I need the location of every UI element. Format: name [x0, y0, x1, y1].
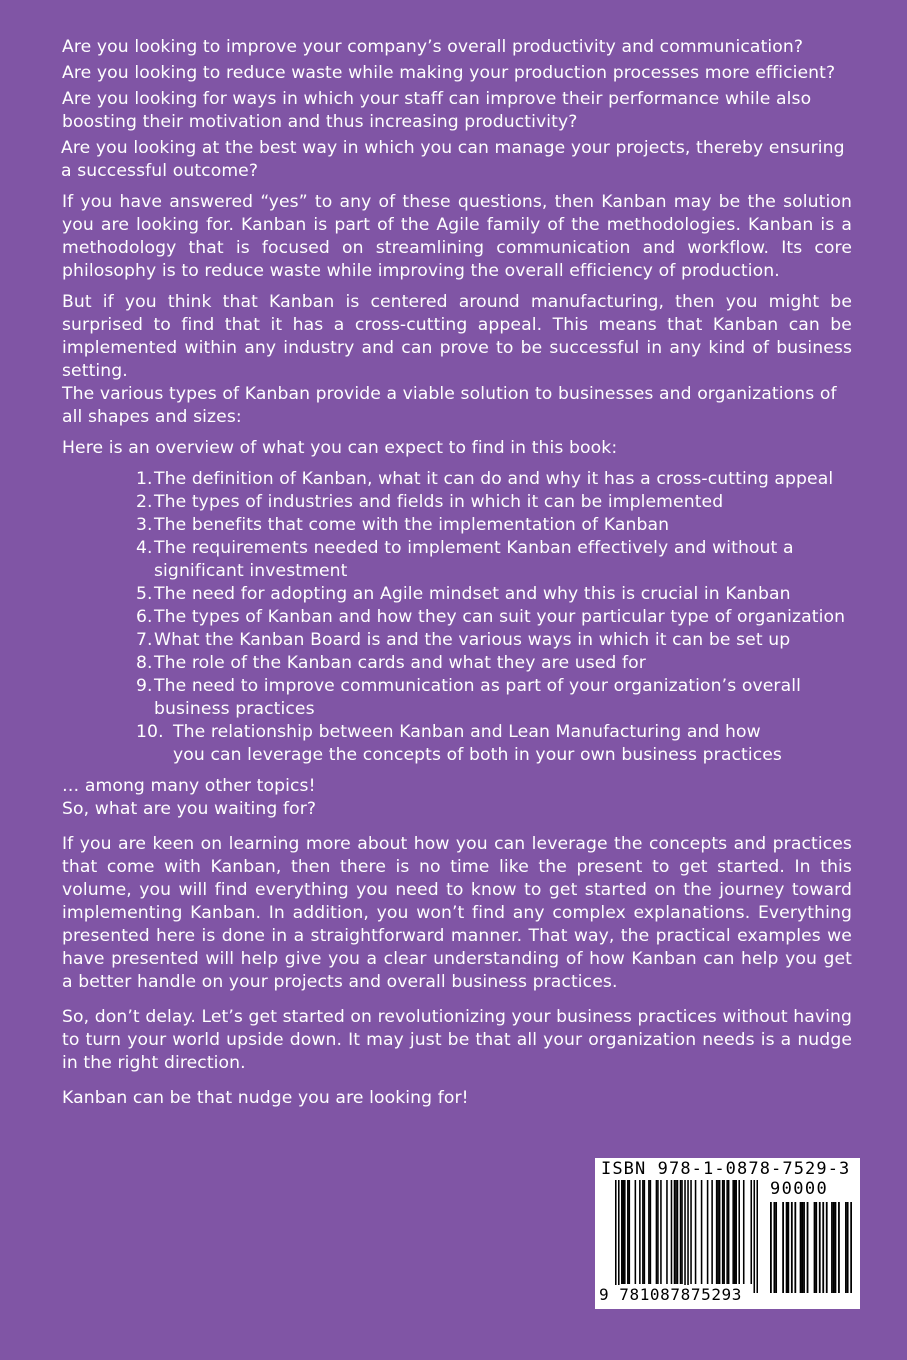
paragraph-yes: If you have answered “yes” to any of these questions, then Kanban may be the solution you are looking for. Kanban is part of the Agile family of the methodologies. Kanban is a methodology that is focused on streamlining communication and workflow. Its core philosophy is to reduce waste while improving the overall efficiency of production. — [62, 192, 852, 281]
intro-question-3: Are you looking for ways in which your staff can improve their performance while also boosting their motivation and thus increasing productivity? — [62, 89, 812, 132]
ean-remaining-digits: 781087875293 — [619, 1285, 743, 1304]
list-item-number: 9. — [136, 676, 153, 696]
barcode-bar — [656, 1180, 658, 1284]
barcode-bar — [629, 1180, 631, 1284]
barcode-bar — [717, 1180, 719, 1284]
list-item — [136, 514, 852, 537]
list-item-number: 1. — [136, 469, 153, 489]
barcode-bar — [787, 1202, 789, 1293]
barcode-bar — [833, 1202, 835, 1293]
list-item — [136, 606, 852, 629]
waiting-question: So, what are you waiting for? — [62, 799, 317, 819]
barcode-bar — [835, 1202, 837, 1293]
barcode-bar — [735, 1180, 737, 1284]
barcode-bar — [807, 1202, 809, 1293]
barcode-bar — [826, 1202, 828, 1293]
barcode-bar — [723, 1180, 725, 1284]
barcode-bar — [822, 1202, 824, 1293]
barcode-bar — [618, 1180, 620, 1293]
barcode-bar — [719, 1180, 721, 1284]
list-item-text: The need to improve communication as part of your organization’s overall business practices — [154, 676, 801, 719]
barcode-bar — [648, 1180, 650, 1284]
intro-question-1: Are you looking to improve your company’s overall productivity and communication? — [62, 37, 804, 57]
barcode-bar — [716, 1180, 718, 1284]
barcode-addon-digits: 90000 — [770, 1179, 829, 1199]
barcode-bar — [644, 1180, 646, 1284]
list-item-number: 7. — [136, 630, 153, 650]
barcode-bar — [681, 1180, 683, 1284]
barcode-bar — [814, 1202, 816, 1293]
barcode-bar — [732, 1180, 734, 1284]
barcode-bar — [695, 1180, 697, 1284]
list-item-text: The types of industries and fields in which it can be implemented — [154, 492, 724, 512]
barcode-bar — [623, 1180, 625, 1284]
list-item-number: 3. — [136, 515, 153, 535]
barcode-bar — [674, 1180, 676, 1284]
barcode-bar — [831, 1202, 833, 1293]
barcode-bar — [734, 1180, 736, 1284]
overview-list — [62, 468, 852, 767]
list-item — [136, 629, 852, 652]
barcode-bar — [770, 1202, 772, 1293]
barcode-bar — [660, 1180, 662, 1284]
barcode-bar — [794, 1202, 796, 1293]
barcode-bar — [677, 1180, 679, 1284]
ean-digits — [599, 1285, 742, 1305]
barcode-bar — [687, 1180, 689, 1293]
barcode-bar — [738, 1180, 740, 1284]
list-item — [136, 468, 852, 491]
list-item — [136, 675, 852, 721]
barcode-bar — [775, 1202, 777, 1293]
barcode-bar — [711, 1180, 713, 1284]
barcode-bar — [639, 1180, 641, 1284]
barcode-bar — [671, 1180, 673, 1284]
barcode-bar — [750, 1180, 752, 1284]
barcode-bar — [800, 1202, 802, 1293]
barcode-bar — [756, 1180, 758, 1293]
intro-question-2: Are you looking to reduce waste while making your production processes more efficient? — [62, 63, 836, 83]
ean-first-digit: 9 — [599, 1285, 610, 1304]
barcode-bar — [722, 1180, 724, 1284]
barcode-bar — [666, 1180, 668, 1284]
barcode-bar — [743, 1180, 745, 1284]
list-item-text: The role of the Kanban cards and what they are used for — [154, 653, 646, 673]
paragraph-keen: If you are keen on learning more about how you can leverage the concepts and practices that come with Kanban, then there is no time like the present to get started. In this volume, you will find everything you need to know to get started on the journey toward implementing Kanban. In addition, you won’t find any complex explanations. Everything presented here is done in a straightforward manner. That way, the practical examples we have presented will help give you a clear understanding of how Kanban can help you get a better handle on your projects and overall business practices. — [62, 834, 852, 992]
isbn-label: ISBN 978-1-0878-7529-3 — [601, 1159, 851, 1179]
barcode-bar — [642, 1180, 644, 1284]
barcode-bar — [791, 1202, 793, 1293]
list-item — [136, 491, 852, 514]
paragraph-manufacturing: But if you think that Kanban is centered around manufacturing, then you might be surprised to find that it has a cross-cutting appeal. This means that Kanban can be implemented within any industry and can prove to be successful in any kind of business setting. — [62, 292, 852, 381]
list-item-text: The definition of Kanban, what it can do and why it has a cross-cutting appeal — [154, 469, 834, 489]
list-item-text: The need for adopting an Agile mindset and why this is crucial in Kanban — [154, 584, 791, 604]
barcode-bar — [627, 1180, 629, 1284]
barcode-bar — [786, 1202, 788, 1293]
barcode-bar — [838, 1202, 840, 1293]
intro-question-4: Are you looking at the best way in which you can manage your projects, thereby ensuring a successful outcome? — [61, 138, 845, 181]
isbn-barcode — [595, 1158, 860, 1309]
barcode-bar — [635, 1180, 637, 1284]
barcode-bar — [684, 1180, 686, 1293]
barcode-bar — [819, 1202, 821, 1293]
list-item-number: 10. — [136, 722, 164, 742]
list-item-text: The requirements needed to implement Kanban effectively and without a significant investment — [154, 538, 794, 581]
list-item-text: The relationship between Kanban and Lean Manufacturing and how you can leverage the concepts of both in your own business practices — [173, 722, 782, 765]
barcode-bar — [782, 1202, 784, 1293]
overview-intro: Here is an overview of what you can expect to find in this book: — [62, 438, 618, 458]
list-item-number: 4. — [136, 538, 153, 558]
barcode-bar — [728, 1180, 730, 1284]
list-item-text: What the Kanban Board is and the various ways in which it can be set up — [154, 630, 791, 650]
list-item — [136, 721, 852, 767]
list-item-text: The types of Kanban and how they can suit your particular type of organization — [154, 607, 846, 627]
barcode-bar — [850, 1202, 852, 1293]
barcode-bar — [680, 1180, 682, 1284]
list-item-number: 2. — [136, 492, 153, 512]
list-item-text: The benefits that come with the implementation of Kanban — [154, 515, 670, 535]
ean-barcode-bars — [615, 1180, 758, 1293]
barcode-bar — [815, 1202, 817, 1293]
barcode-bar — [701, 1180, 703, 1284]
barcode-bar — [621, 1180, 623, 1284]
barcode-bar — [675, 1180, 677, 1284]
barcode-bar — [801, 1202, 803, 1293]
barcode-bar — [847, 1202, 849, 1293]
list-item-number: 6. — [136, 607, 153, 627]
barcode-bar — [650, 1180, 652, 1284]
list-item-number: 8. — [136, 653, 153, 673]
barcode-bar — [773, 1202, 775, 1293]
barcode-bar — [726, 1180, 728, 1284]
paragraph-delay: So, don’t delay. Let’s get started on revolutionizing your business practices without having to turn your world upside down. It may just be that all your organization needs is a nudge in the right direction. — [62, 1007, 853, 1073]
barcode-bar — [624, 1180, 626, 1284]
list-item — [136, 537, 852, 583]
barcode-bar — [657, 1180, 659, 1284]
barcode-bar — [845, 1202, 847, 1293]
list-item-number: 5. — [136, 584, 153, 604]
list-item — [136, 652, 852, 675]
barcode-bar — [615, 1180, 617, 1293]
addon-barcode-bars — [770, 1202, 852, 1293]
barcode-bar — [803, 1202, 805, 1293]
back-cover-text — [62, 36, 852, 1110]
barcode-bar — [690, 1180, 692, 1284]
barcode-bar — [753, 1180, 755, 1293]
closing-line: Kanban can be that nudge you are looking for! — [62, 1088, 469, 1108]
barcode-bar — [707, 1180, 709, 1284]
among-others: … among many other topics! — [62, 776, 316, 796]
paragraph-types: The various types of Kanban provide a viable solution to businesses and organizations of all shapes and sizes: — [62, 384, 837, 427]
list-item — [136, 583, 852, 606]
